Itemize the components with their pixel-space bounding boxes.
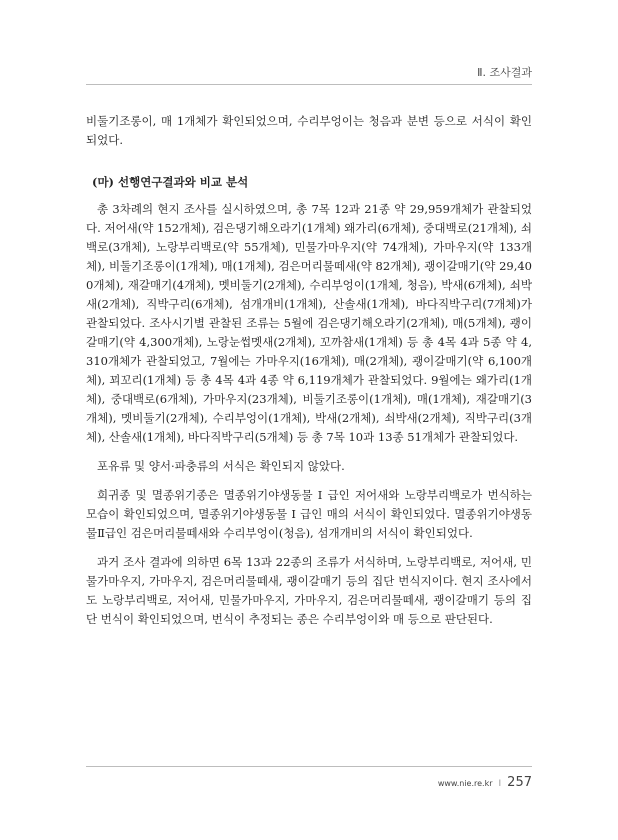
page-footer — [438, 775, 532, 790]
page-number: 257 — [507, 775, 532, 790]
page-body — [86, 112, 532, 629]
paragraph-mammals: 포유류 및 양서·파충류의 서식은 확인되지 않았다. — [97, 459, 345, 473]
paragraph-survey-results: 총 3차례의 현지 조사를 실시하였으며, 총 7목 12과 21종 약 29,959개체가 관찰되었다. 저어새(약 152개체), 검은댕기해오라기(1개체) 왜가리(6개체), 중대백로(21개체), 쇠백로(3개체), 노랑부리백로(약 55개체), 민물가마우지(약 74개체), 가마우지(약 133개체), 비둘기조롱이(1개체), 매(1개체), 검은머리물떼새(약 82개체), 괭이갈매기(약 29,400개체), 재갈매기(4개체), 멧비둘기(2개체), 수리부엉이(1개체, 청음), 박새(6개체), 쇠박새(2개체), 직박구리(6개체), 섬개개비(1개체), 산솔새(1개체), 바다직박구리(7개체)가 관찰되었다. 조사시기별 관찰된 조류는 5월에 검은댕기해오라기(2개체), 매(5개체), 괭이갈매기(약 4,300개체), 노랑눈썹멧새(2개체), 꼬까참새(1개체) 등 총 4목 4과 5종 약 4,310개체가 관찰되었고, 7월에는 가마우지(16개체), 매(2개체), 괭이갈매기(약 6,100개체), 꾀꼬리(1개체) 등 총 4목 4과 4종 약 6,119개체가 관찰되었다. 9월에는 왜가리(1개체), 중대백로(6개체), 가마우지(23개체), 비둘기조롱이(1개체), 매(1개체), 재갈매기(3개체), 멧비둘기(2개체), 수리부엉이(1개체), 박새(2개체), 쇠박새(2개체), 직박구리(3개체), 산솔새(1개체), 바다직박구리(5개체) 등 총 7목 10과 13종 51개체가 관찰되었다. — [86, 202, 532, 444]
running-header: Ⅱ. 조사결과 — [477, 66, 532, 79]
section-heading: (마) 선행연구결과와 비교 분석 — [92, 175, 249, 189]
header-rule — [86, 84, 532, 85]
footer-url: www.nie.re.kr — [437, 779, 493, 788]
paragraph-comparison: 과거 조사 결과에 의하면 6목 13과 22종의 조류가 서식하며, 노랑부리백로, 저어새, 민물가마우지, 가마우지, 검은머리물떼새, 괭이갈매기 등의 집단 번식지이다. 현지 조사에서도 노랑부리백로, 저어새, 민물가마우지, 가마우지, 검은머리물떼새, 괭이갈매기 등의 집단 번식이 확인되었으며, 번식이 추정되는 종은 수리부엉이와 매 등으로 판단된다. — [86, 555, 532, 626]
paragraph-continued: 비둘기조롱이, 매 1개체가 확인되었으며, 수리부엉이는 청음과 분변 등으로 서식이 확인되었다. — [86, 114, 532, 147]
footer-separator: I — [498, 779, 502, 789]
footer-rule — [86, 766, 532, 767]
paragraph-endangered: 희귀종 및 멸종위기종은 멸종위기야생동물 I 급인 저어새와 노랑부리백로가 번식하는 모습이 확인되었으며, 멸종위기야생동물 I 급인 매의 서식이 확인되었다. 멸종위기야생동물Ⅱ급인 검은머리물떼새와 수리부엉이(청음), 섬개개비의 서식이 확인되었다. — [86, 488, 532, 540]
